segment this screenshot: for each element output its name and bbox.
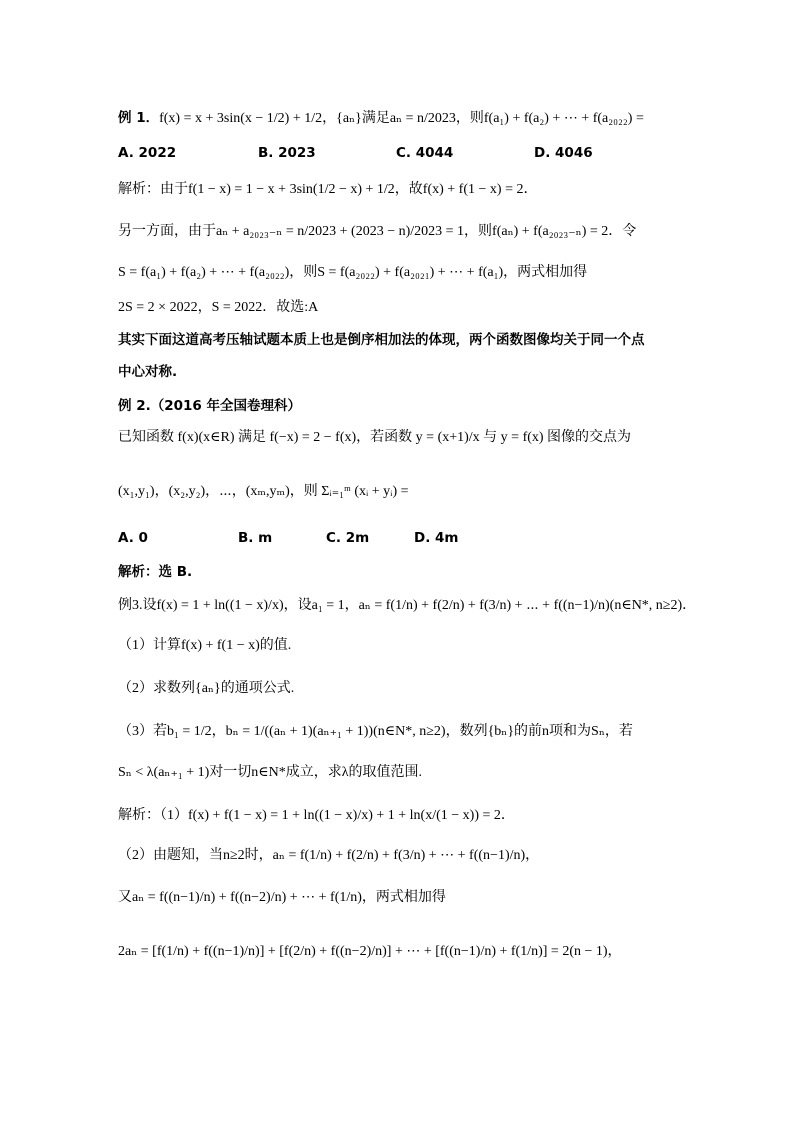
example-3-statement: 例3.设f(x) = 1 + ln((1 − x)/x)，设a₁ = 1，aₙ = f(1/n) + f(2/n) + f(3/n) + ⋯ + f((n−1)/n)(n∈N*, n≥2)． [118, 598, 697, 613]
example-2-answer: 解析：选 B. [118, 564, 193, 580]
example-1-solution-3: S = f(a₁) + f(a₂) + ⋯ + f(a₂₀₂₂)，则S = f(a₂₀₂₂) + f(a₂₀₂₁) + ⋯ + f(a₁)，两式相加得 [118, 265, 588, 280]
example-1-note-1: 其实下面这道高考压轴试题本质上也是倒序相加法的体现，两个函数图像均关于同一个点 [118, 332, 645, 348]
example-2-title: 例 2.（2016 年全国卷理科） [118, 398, 301, 414]
example-3-question-1: （1）计算f(x) + f(1 − x)的值. [118, 638, 292, 653]
option-c: C. 2m [326, 530, 370, 546]
example-3-solution-4: 2aₙ = [f(1/n) + f((n−1)/n)] + [f(2/n) + f((n−2)/n)] + ⋯ + [f((n−1)/n) + f(1/n)] = 2(n − 1)， [118, 944, 622, 959]
option-b: B. 2023 [258, 145, 316, 161]
example-1-title: 例 1． [118, 110, 160, 126]
example-1-solution-1: 解析：由于f(1 − x) = 1 − x + 3sin(1/2 − x) + 1/2，故f(x) + f(1 − x) = 2． [118, 182, 538, 197]
example-1-statement [118, 108, 718, 129]
example-1-solution-2: 另一方面，由于aₙ + a₂₀₂₃₋ₙ = n/2023 + (2023 − n)/2023 = 1，则f(aₙ) + f(a₂₀₂₃₋ₙ) = 2．令 [118, 224, 637, 239]
option-b: B. m [238, 530, 273, 546]
example-3-question-2: （2）求数列{aₙ}的通项公式. [118, 681, 295, 696]
example-3-question-3a: （3）若b₁ = 1/2，bₙ = 1/((aₙ + 1)(aₙ₊₁ + 1))(n∈N*, n≥2)，数列{bₙ}的前n项和为Sₙ，若 [118, 724, 633, 739]
example-1-expression: f(x) = x + 3sin(x − 1/2) + 1/2，{aₙ}满足aₙ = n/2023，则f(a₁) + f(a₂) + ⋯ + f(a₂₀₂₂) = [159, 111, 644, 126]
example-1-note-2: 中心对称. [118, 364, 178, 380]
option-d: D. 4m [414, 530, 459, 546]
option-a: A. 0 [118, 530, 148, 546]
example-3-solution-1: 解析：（1）f(x) + f(1 − x) = 1 + ln((1 − x)/x) + 1 + ln(x/(1 − x)) = 2． [118, 808, 515, 823]
example-3-solution-2: （2）由题知，当n≥2时，aₙ = f(1/n) + f(2/n) + f(3/n) + ⋯ + f((n−1)/n)， [118, 848, 540, 863]
example-2-statement-2: (x₁,y₁)，(x₂,y₂)，⋯，(xₘ,yₘ)，则 Σᵢ₌₁ᵐ (xᵢ + yᵢ) = [118, 484, 409, 499]
option-a: A. 2022 [118, 145, 177, 161]
example-3-solution-3: 又aₙ = f((n−1)/n) + f((n−2)/n) + ⋯ + f(1/n)，两式相加得 [118, 890, 446, 905]
example-2-statement-1: 已知函数 f(x)(x∈R) 满足 f(−x) = 2 − f(x)，若函数 y = (x+1)/x 与 y = f(x) 图像的交点为 [118, 430, 632, 445]
example-3-question-3b: Sₙ < λ(aₙ₊₁ + 1)对一切n∈N*成立，求λ的取值范围. [118, 765, 423, 780]
option-d: D. 4046 [534, 145, 593, 161]
option-c: C. 4044 [396, 145, 454, 161]
example-1-solution-4: 2S = 2 × 2022，S = 2022．故选:A [118, 300, 319, 315]
